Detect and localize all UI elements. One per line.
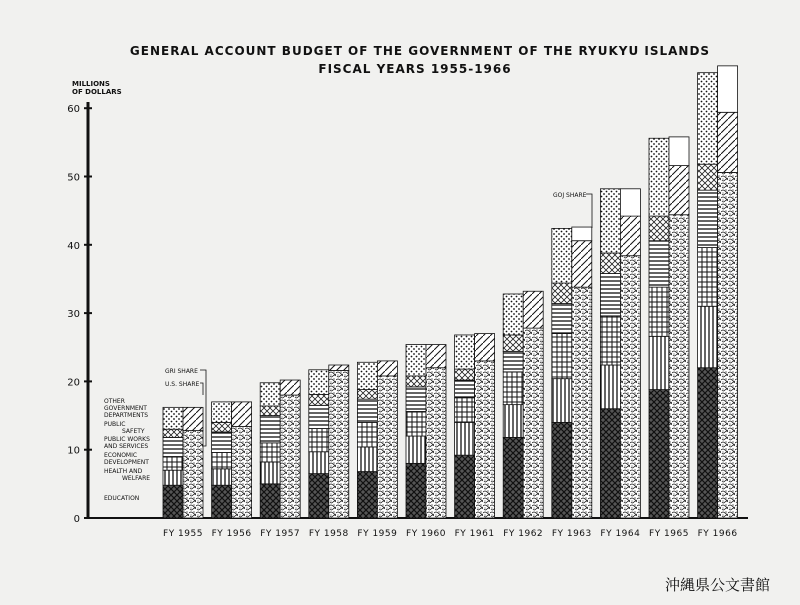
expenditure-bar-segment: [163, 437, 183, 456]
revenue-bar-segment: [572, 287, 592, 518]
y-tick-label: 0: [73, 514, 80, 525]
x-tick-label: FY 1965: [649, 529, 689, 539]
archive-stamp: 沖縄県公文書館: [664, 576, 770, 594]
expenditure-bar-segment: [600, 316, 620, 365]
legend-label: EDUCATION: [104, 495, 140, 502]
x-tick-label: FY 1957: [260, 529, 301, 539]
expenditure-bar-segment: [600, 189, 620, 253]
y-tick-label: 40: [67, 240, 80, 252]
legend-label: WELFARE: [122, 475, 151, 482]
expenditure-bar-segment: [503, 437, 523, 518]
legend-label: U.S. SHARE: [165, 381, 200, 388]
expenditure-bar-segment: [698, 368, 718, 518]
expenditure-bar-segment: [649, 138, 669, 216]
expenditure-bar-segment: [552, 334, 572, 379]
legend-label: DEPARTMENTS: [104, 412, 149, 419]
expenditure-bar-segment: [309, 474, 329, 518]
x-tick-label: FY 1963: [551, 529, 592, 539]
expenditure-bar-segment: [406, 411, 426, 436]
revenue-bar-segment: [523, 291, 543, 328]
expenditure-bar-segment: [163, 457, 183, 471]
expenditure-bar-segment: [406, 376, 426, 387]
legend-label: GOVERNMENT: [104, 405, 147, 412]
revenue-bar-segment: [183, 431, 203, 518]
legend-label: AND SERVICES: [104, 443, 149, 450]
y-tick-label: 60: [67, 104, 80, 116]
revenue-bar-segment: [475, 361, 495, 518]
revenue-bar-segment: [718, 112, 738, 172]
expenditure-bar-segment: [552, 379, 572, 423]
legend-leader-line: [586, 194, 592, 228]
y-axis-label-line2: OF DOLLARS: [72, 88, 122, 96]
revenue-bar-segment: [475, 334, 495, 361]
x-tick-label: FY 1958: [308, 529, 349, 539]
expenditure-bar-segment: [455, 455, 475, 518]
expenditure-bar-segment: [649, 336, 669, 389]
revenue-bar-segment: [669, 215, 689, 518]
expenditure-bar-segment: [357, 390, 377, 400]
y-tick-label: 20: [67, 377, 80, 389]
revenue-bar-segment: [620, 189, 640, 216]
revenue-bar-segment: [426, 345, 446, 368]
legend-label: PUBLIC: [104, 421, 126, 428]
expenditure-bar-segment: [309, 405, 329, 428]
expenditure-bar-segment: [357, 422, 377, 447]
expenditure-bar-segment: [649, 390, 669, 518]
expenditure-bar-segment: [503, 351, 523, 371]
y-tick-label: 50: [67, 172, 80, 184]
expenditure-bar-segment: [600, 365, 620, 409]
expenditure-bar-segment: [503, 372, 523, 405]
x-tick-label: FY 1959: [357, 529, 398, 539]
legend-label: SAFETY: [122, 428, 145, 435]
expenditure-bar-segment: [698, 248, 718, 307]
x-tick-label: FY 1956: [211, 529, 252, 539]
expenditure-bar-segment: [260, 484, 280, 518]
x-tick-label: FY 1960: [406, 529, 446, 539]
expenditure-bar-segment: [357, 399, 377, 422]
revenue-bar-segment: [572, 241, 592, 287]
expenditure-bar-segment: [552, 304, 572, 334]
legend-label: DEVELOPMENT: [104, 459, 149, 466]
expenditure-bar-segment: [698, 306, 718, 367]
expenditure-bar-segment: [455, 335, 475, 369]
expenditure-bar-segment: [698, 73, 718, 165]
expenditure-bar-segment: [357, 362, 377, 389]
x-tick-label: FY 1955: [163, 529, 203, 539]
expenditure-bar-segment: [698, 190, 718, 247]
expenditure-bar-segment: [455, 422, 475, 455]
revenue-bar-segment: [183, 407, 203, 430]
revenue-bar-segment: [572, 227, 592, 241]
legend-label: GRI SHARE: [165, 368, 198, 375]
expenditure-bar-segment: [455, 369, 475, 380]
revenue-bar-segment: [377, 376, 397, 518]
expenditure-bar-segment: [357, 472, 377, 518]
expenditure-bar-segment: [163, 470, 183, 485]
expenditure-bar-segment: [600, 409, 620, 518]
chart-subtitle: FISCAL YEARS 1955-1966: [318, 62, 512, 76]
expenditure-bar-segment: [455, 380, 475, 398]
revenue-bar-segment: [718, 66, 738, 112]
expenditure-bar-segment: [357, 447, 377, 472]
expenditure-bar-segment: [163, 429, 183, 437]
expenditure-bar-segment: [212, 452, 232, 468]
revenue-bar-segment: [523, 328, 543, 518]
legend-leader-line: [200, 383, 203, 395]
legend-label: HEALTH AND: [104, 468, 143, 475]
expenditure-bar-segment: [260, 416, 280, 443]
revenue-bar-segment: [232, 402, 252, 427]
expenditure-bar-segment: [260, 462, 280, 484]
revenue-bar-segment: [669, 137, 689, 166]
expenditure-bar-segment: [163, 407, 183, 429]
revenue-bar-segment: [377, 361, 397, 376]
expenditure-bar-segment: [212, 402, 232, 422]
revenue-bar-segment: [329, 370, 349, 518]
expenditure-bar-segment: [698, 164, 718, 190]
expenditure-bar-segment: [212, 422, 232, 432]
x-tick-label: FY 1962: [503, 529, 544, 539]
expenditure-bar-segment: [163, 485, 183, 518]
revenue-bar-segment: [620, 216, 640, 256]
expenditure-bar-segment: [406, 345, 426, 376]
expenditure-bar-segment: [649, 287, 669, 336]
x-tick-label: FY 1964: [600, 529, 641, 539]
y-axis-label: MILLIONS: [72, 80, 110, 88]
expenditure-bar-segment: [455, 398, 475, 423]
expenditure-bar-segment: [212, 485, 232, 518]
expenditure-bar-segment: [552, 422, 572, 518]
expenditure-bar-segment: [406, 463, 426, 518]
expenditure-bar-segment: [503, 405, 523, 438]
expenditure-bar-segment: [552, 228, 572, 283]
expenditure-bar-segment: [503, 294, 523, 335]
expenditure-bar-segment: [212, 432, 232, 452]
legend-label: OTHER: [104, 398, 125, 405]
legend-label: GOJ SHARE: [553, 192, 587, 199]
expenditure-bar-segment: [503, 335, 523, 351]
expenditure-bar-segment: [649, 241, 669, 287]
expenditure-bar-segment: [309, 452, 329, 474]
revenue-bar-segment: [669, 166, 689, 215]
expenditure-bar-segment: [260, 406, 280, 416]
legend-label: ECONOMIC: [104, 452, 138, 459]
expenditure-bar-segment: [260, 443, 280, 462]
revenue-bar-segment: [280, 395, 300, 518]
expenditure-bar-segment: [309, 370, 329, 395]
x-tick-label: FY 1966: [697, 529, 738, 539]
revenue-bar-segment: [620, 256, 640, 518]
revenue-bar-segment: [329, 365, 349, 370]
y-tick-label: 30: [67, 309, 80, 321]
legend-label: PUBLIC WORKS: [104, 436, 150, 443]
expenditure-bar-segment: [406, 436, 426, 463]
y-tick-label: 10: [67, 445, 80, 457]
expenditure-bar-segment: [260, 383, 280, 406]
revenue-bar-segment: [426, 368, 446, 518]
expenditure-bar-segment: [649, 216, 669, 241]
expenditure-bar-segment: [309, 429, 329, 452]
expenditure-bar-segment: [212, 469, 232, 485]
expenditure-bar-segment: [552, 283, 572, 303]
expenditure-bar-segment: [600, 273, 620, 315]
revenue-bar-segment: [232, 426, 252, 518]
expenditure-bar-segment: [406, 387, 426, 412]
revenue-bar-segment: [280, 380, 300, 395]
expenditure-bar-segment: [600, 253, 620, 273]
expenditure-bar-segment: [309, 394, 329, 405]
chart-title: GENERAL ACCOUNT BUDGET OF THE GOVERNMENT OF THE RYUKYU ISLANDS: [129, 44, 711, 58]
revenue-bar-segment: [718, 172, 738, 518]
x-tick-label: FY 1961: [454, 529, 495, 539]
